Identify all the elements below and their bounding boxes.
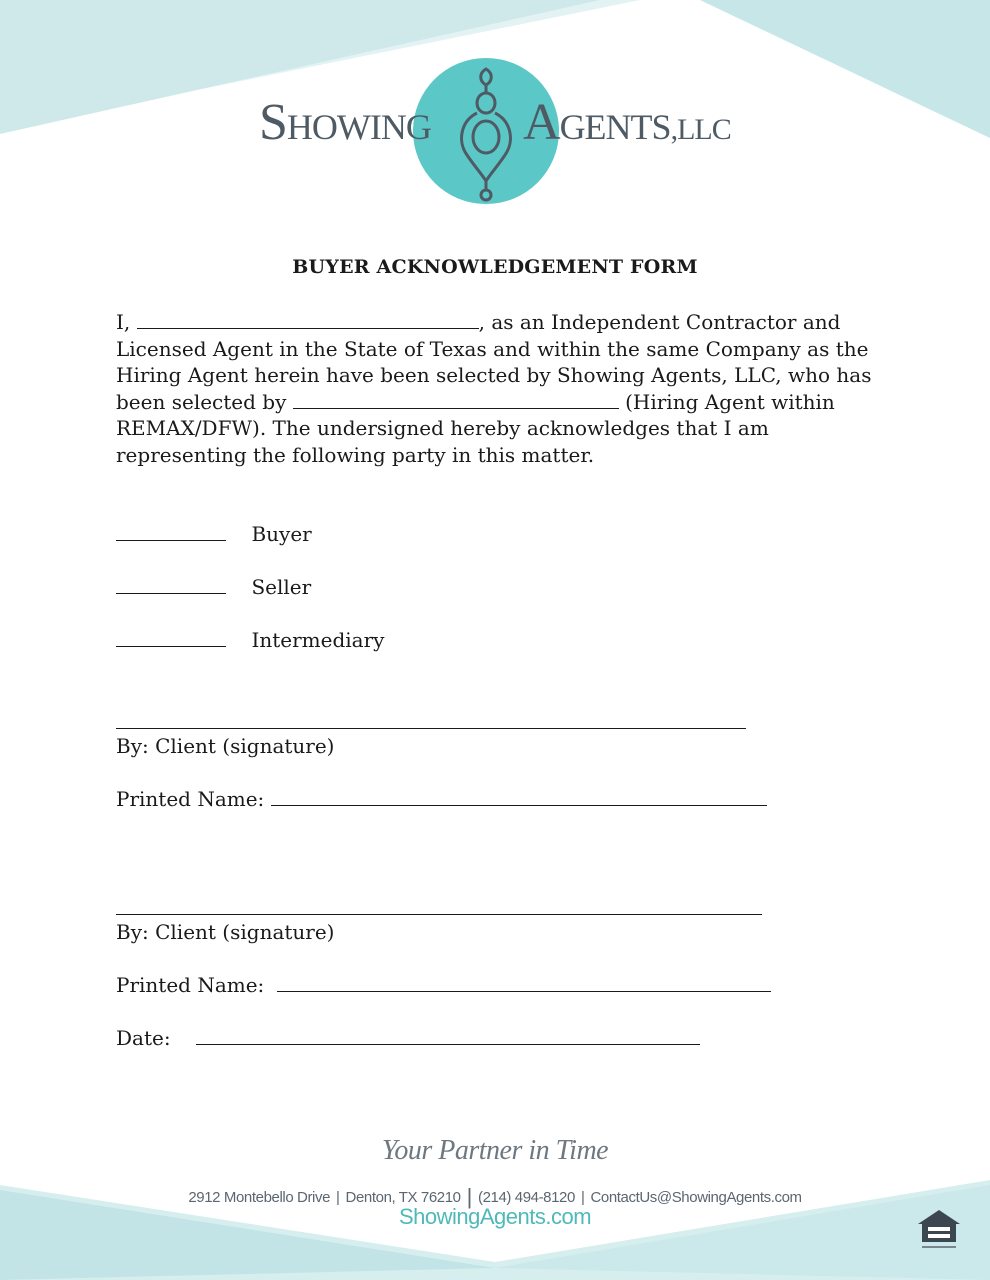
footer-tagline: Your Partner in Time [381,1135,609,1166]
footer-address: 2912 Montebello Drive [188,1189,331,1206]
footer-phone: (214) 494-8120 [477,1189,575,1206]
footer-website[interactable]: ShowingAgents.com [398,1204,592,1229]
option-label: Buyer [251,522,312,546]
date-field[interactable] [196,1026,700,1045]
printed-name-field-1[interactable] [271,787,767,806]
option-label: Intermediary [251,628,385,652]
printed-name-row-1 [116,787,767,811]
signature-label-1: By: Client (signature) [116,734,335,758]
hiring-agent-field[interactable] [293,390,619,409]
printed-name-field-2[interactable] [277,973,771,992]
door-knocker-icon [451,63,521,203]
signature-line-1[interactable] [116,710,746,734]
signature-line-2[interactable] [116,896,762,920]
footer-city: Denton, TX 76210 [345,1189,461,1206]
logo-text-right: AGENTS,LLC [523,94,731,151]
printed-name-label: Printed Name: [116,973,265,997]
printed-name-label: Printed Name: [116,787,265,811]
company-logo [255,55,735,205]
footer-email[interactable]: ContactUs@ShowingAgents.com [590,1189,802,1206]
intro-text-1: , as an Independent Contractor and Licensed Agent in the State of Texas and within the same Company as the Hiring Agent herein have been selected by Showing Agents, LLC, who has been selected by [116,310,872,414]
agent-name-field[interactable] [137,310,479,329]
buyer-checkbox-line[interactable] [116,522,226,541]
seller-checkbox-line[interactable] [116,575,226,594]
date-row [116,1026,700,1050]
option-row-buyer [116,522,312,546]
signature-label-2: By: Client (signature) [116,920,335,944]
option-row-intermediary [116,628,384,652]
form-title: BUYER ACKNOWLEDGEMENT FORM [292,256,698,278]
equal-housing-opportunity-icon [916,1208,962,1252]
option-row-seller [116,575,311,599]
logo-text-left: SHOWING [259,94,431,151]
printed-name-row-2 [116,973,771,997]
footer-contact: 2912 Montebello Drive | Denton, TX 76210 | (214) 494-8120 | ContactUs@ShowingAgents.com [188,1184,802,1209]
intro-i: I, [116,310,131,334]
date-label: Date: [116,1026,171,1050]
option-label: Seller [251,575,312,599]
intermediary-checkbox-line[interactable] [116,628,226,647]
intro-paragraph [116,309,886,469]
intro-text-2: (Hiring Agent within REMAX/DFW). The undersigned hereby acknowledges that I am representing the following party in this matter. [116,389,835,467]
